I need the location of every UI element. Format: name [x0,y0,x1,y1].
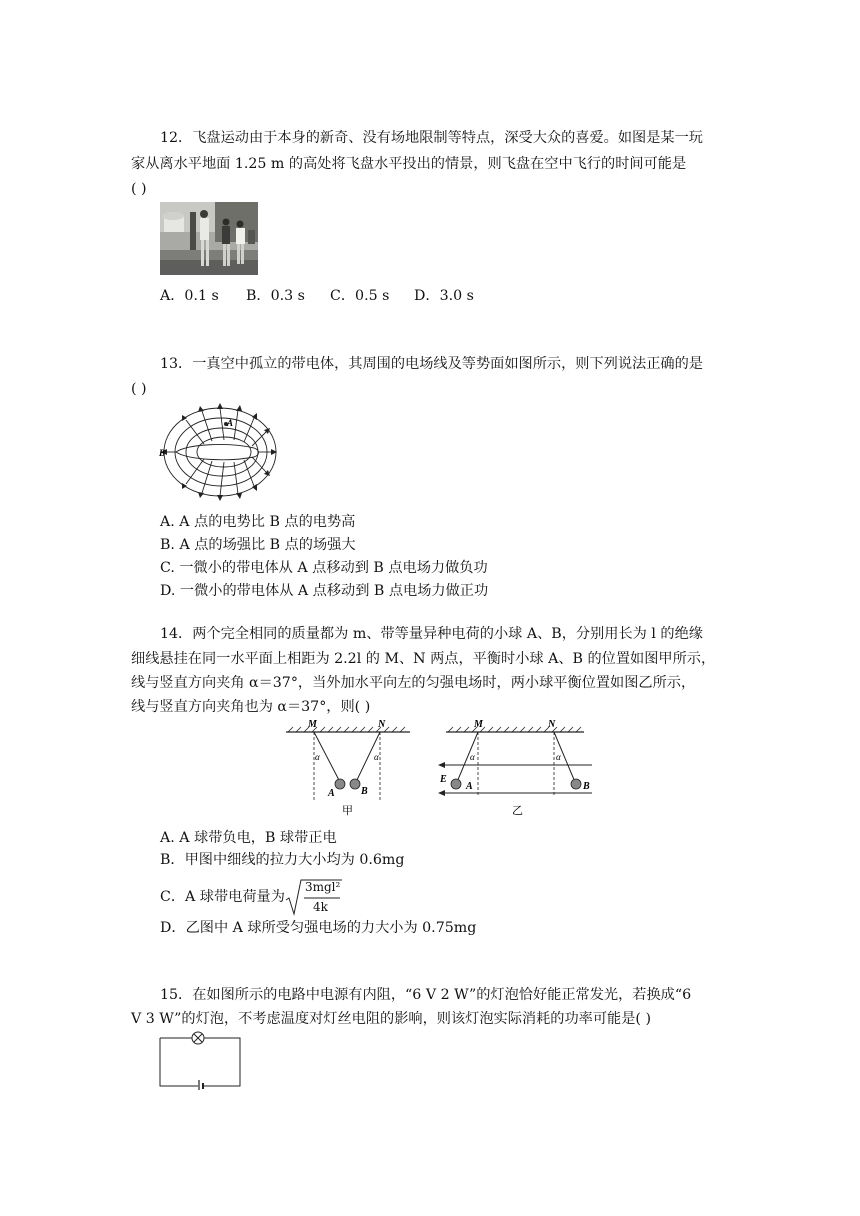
q14-line-2: 细线悬挂在同一水平面上相距为 2.2l 的 M、N 两点，平衡时小球 A、B 的位置如图甲所示， [131,651,716,667]
q15-circuit-diagram [158,1030,244,1090]
q13-option-b: B. A 点的场强比 B 点的场强大 [160,537,356,553]
q13-line-2: ( ) [131,381,147,397]
q14-line-3: 线与竖直方向夹角 α＝37°，当外加水平向左的匀强电场时，两小球平衡位置如图乙所示， [131,675,696,691]
q12-option-c: C．0.5 s [330,288,390,304]
q14-jia-caption: 甲 [342,805,353,816]
q14-option-c [160,878,343,918]
q14-figure-yi [436,716,596,816]
q13-option-d: D. 一微小的带电体从 A 点移动到 B 点电场力做正功 [160,583,489,599]
q13-line-1: 13．一真空中孤立的带电体，其周围的电场线及等势面如图所示，则下列说法正确的是 [160,356,703,372]
q14-yi-label-m: M [474,719,483,730]
q14-jia-label-b: B [361,786,368,797]
q13-label-b: B [159,448,166,458]
q14-line-4: 线与竖直方向夹角也为 α＝37°，则( ) [131,699,371,715]
q14-option-a: A. A 球带负电，B 球带正电 [160,830,337,846]
q14-jia-label-alpha-2: α [374,752,379,762]
q14-yi-caption: 乙 [512,805,523,816]
q14-yi-label-b: B [583,781,590,792]
q14-jia-label-m: M [308,719,317,730]
q12-option-b: B．0.3 s [246,288,305,304]
q15-line-1: 15．在如图所示的电路中电源有内阻，“6 V 2 W”的灯泡恰好能正常发光，若换成“6 [160,987,692,1003]
q13-label-a: A [227,418,234,428]
q14-line-1: 14．两个完全相同的质量都为 m、带等量异种电荷的小球 A、B，分别用长为 l 的绝缘 [160,626,703,642]
q13-option-a: A. A 点的电势比 B 点的电势高 [160,514,356,530]
q14-figure-jia [282,716,414,816]
q14-yi-label-e: E [440,774,447,785]
q14-yi-label-alpha-2: α [556,752,561,762]
q14-option-d: D．乙图中 A 球所受匀强电场的力大小为 0.75mg [160,920,477,936]
q12-frisbee-photo [160,202,258,275]
q14-jia-label-n: N [378,719,386,730]
q14-option-c-prefix: C．A 球带电荷量为 [160,889,285,905]
q14-sqrt-expression [285,878,343,916]
q14-sqrt-denominator: 4k [312,900,328,914]
q14-option-b: B．甲图中细线的拉力大小均为 0.6mg [160,852,405,868]
q14-yi-label-a: A [466,781,473,792]
q14-jia-label-alpha-1: α [315,752,320,762]
q14-sqrt-numerator: 3mgl² [304,880,341,894]
q12-line-2: 家从离水平地面 1.25 m 的高处将飞盘水平投出的情景，则飞盘在空中飞行的时间可能是 [131,156,687,172]
q15-line-2: V 3 W”的灯泡，不考虑温度对灯丝电阻的影响，则该灯泡实际消耗的功率可能是( ) [131,1011,651,1027]
q12-option-d: D．3.0 s [414,288,474,304]
q14-yi-label-alpha-1: α [470,752,475,762]
q12-line-1: 12．飞盘运动由于本身的新奇、没有场地限制等特点，深受大众的喜爱。如图是某一玩 [160,130,703,146]
q13-field-diagram [158,400,280,504]
q12-option-a: A．0.1 s [160,288,219,304]
q14-yi-label-n: N [548,719,556,730]
q14-jia-label-a: A [328,788,335,799]
q12-line-3: ( ) [131,181,147,197]
q13-option-c: C. 一微小的带电体从 A 点移动到 B 点电场力做负功 [160,560,488,576]
